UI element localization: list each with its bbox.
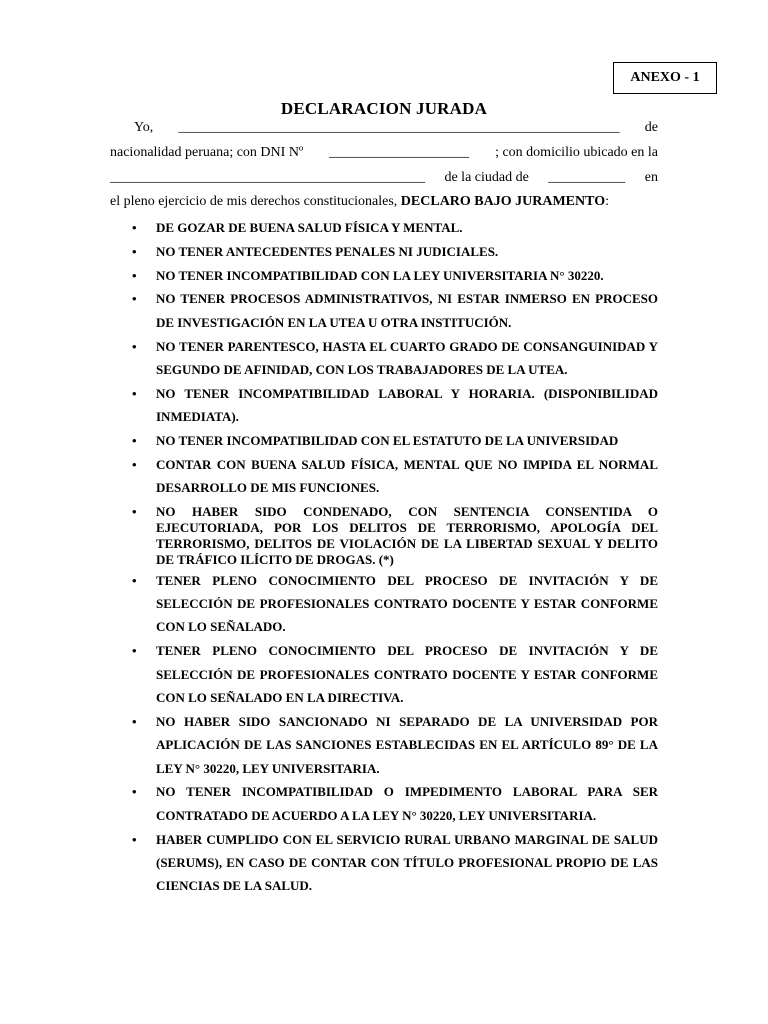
bullet-icon: • xyxy=(132,713,137,729)
list-item xyxy=(110,710,658,780)
intro-declaration xyxy=(110,192,609,212)
item-text: TENER PLENO CONOCIMIENTO DEL PROCESO DE INVITACIÓN Y DE SELECCIÓN DE PROFESIONALES CONTRATO DOCENTE Y ESTAR CONFORME CON LO SEÑALADO EN LA DIRECTIVA. xyxy=(156,643,658,706)
list-item xyxy=(110,453,658,500)
list-item xyxy=(110,569,658,639)
intro-en: en xyxy=(644,170,658,185)
item-text: NO TENER PARENTESCO, HASTA EL CUARTO GRADO DE CONSANGUINIDAD Y SEGUNDO DE AFINIDAD, CON LOS TRABAJADORES DE LA UTEA. xyxy=(156,338,658,377)
item-text: NO HABER SIDO SANCIONADO NI SEPARADO DE LA UNIVERSIDAD POR APLICACIÓN DE LAS SANCIONES ESTABLECIDAS EN EL ARTÍCULO 89° DE LA LEY N° 30220, LEY UNIVERSITARIA. xyxy=(156,713,658,776)
bullet-icon: • xyxy=(132,267,137,283)
declaration-list xyxy=(110,216,658,898)
item-text: NO TENER INCOMPATIBILIDAD O IMPEDIMENTO LABORAL PARA SER CONTRATADO DE ACUERDO A LA LEY N° 30220, LEY UNIVERSITARIA. xyxy=(156,784,658,823)
city-blank: ___________ xyxy=(548,170,626,185)
name-blank: _______________________________________________________________ xyxy=(178,120,620,135)
item-text: TENER PLENO CONOCIMIENTO DEL PROCESO DE INVITACIÓN Y DE SELECCIÓN DE PROFESIONALES CONTRATO DOCENTE Y ESTAR CONFORME CON LO SEÑALADO. xyxy=(156,572,658,635)
bullet-icon: • xyxy=(132,385,137,401)
intro-ciudad: de la ciudad de xyxy=(444,170,529,185)
intro-line-3 xyxy=(110,168,658,188)
intro-declaro: DECLARO BAJO JURAMENTO xyxy=(400,194,606,209)
list-item xyxy=(110,264,658,287)
intro-yo: Yo, xyxy=(134,120,154,135)
list-item xyxy=(110,335,658,382)
list-item xyxy=(110,429,658,452)
list-item xyxy=(110,382,658,429)
list-item xyxy=(110,504,658,568)
intro-nacionalidad: nacionalidad peruana; con DNI Nº xyxy=(110,145,304,160)
item-text: NO TENER INCOMPATIBILIDAD CON EL ESTATUTO DE LA UNIVERSIDAD xyxy=(156,433,619,448)
item-text: NO TENER PROCESOS ADMINISTRATIVOS, NI ESTAR INMERSO EN PROCESO DE INVESTIGACIÓN EN LA UTEA U OTRA INSTITUCIÓN. xyxy=(156,291,658,330)
bullet-icon: • xyxy=(132,456,137,472)
item-text: NO TENER INCOMPATIBILIDAD CON LA LEY UNIVERSITARIA N° 30220. xyxy=(156,267,604,283)
annex-label: ANEXO - 1 xyxy=(630,70,700,85)
intro-de: de xyxy=(644,120,658,135)
list-item xyxy=(110,639,658,709)
intro-pleno: el pleno ejercicio de mis derechos constitucionales, xyxy=(110,194,398,209)
bullet-icon: • xyxy=(132,291,137,307)
item-text: DE GOZAR DE BUENA SALUD FÍSICA Y MENTAL. xyxy=(156,220,463,235)
intro-line-1 xyxy=(110,118,658,138)
bullet-icon: • xyxy=(132,643,137,659)
intro-line-2 xyxy=(110,143,658,163)
intro-colon: : xyxy=(605,194,609,209)
bullet-icon: • xyxy=(132,220,137,235)
dni-blank: ____________________ xyxy=(329,145,470,160)
list-item xyxy=(110,828,658,898)
bullet-icon: • xyxy=(132,572,137,588)
item-text: NO HABER SIDO CONDENADO, CON SENTENCIA CONSENTIDA O EJECUTORIADA, POR LOS DELITOS DE TERRORISMO, APOLOGÍA DEL TERRORISMO, DELITOS DE VIOLACIÓN DE LA LIBERTAD SEXUAL Y DELITO DE TRÁFICO ILÍCITO DE DROGAS. (*) xyxy=(156,503,658,567)
item-text: NO TENER INCOMPATIBILIDAD LABORAL Y HORARIA. (DISPONIBILIDAD INMEDIATA). xyxy=(156,385,658,425)
intro-domicilio: ; con domicilio ubicado en la xyxy=(495,145,658,160)
address-blank: _____________________________________________ xyxy=(110,170,425,185)
list-item xyxy=(110,216,658,239)
document-title: DECLARACION JURADA xyxy=(280,99,488,118)
item-text: CONTAR CON BUENA SALUD FÍSICA, MENTAL QUE NO IMPIDA EL NORMAL DESARROLLO DE MIS FUNCIONES. xyxy=(156,456,658,496)
list-item xyxy=(110,240,658,263)
bullet-icon: • xyxy=(132,433,137,448)
list-item xyxy=(110,780,658,827)
bullet-icon: • xyxy=(132,243,137,259)
bullet-icon: • xyxy=(132,831,137,847)
bullet-icon: • xyxy=(132,503,137,519)
list-item xyxy=(110,287,658,334)
item-text: NO TENER ANTECEDENTES PENALES NI JUDICIALES. xyxy=(156,243,499,259)
item-text: HABER CUMPLIDO CON EL SERVICIO RURAL URBANO MARGINAL DE SALUD (SERUMS), EN CASO DE CONTAR CON TÍTULO PROFESIONAL PROPIO DE LAS CIENCIAS DE LA SALUD. xyxy=(156,831,658,894)
bullet-icon: • xyxy=(132,338,137,354)
bullet-icon: • xyxy=(132,784,137,800)
intro-line-4 xyxy=(110,192,658,212)
annex-label-box xyxy=(613,62,717,94)
